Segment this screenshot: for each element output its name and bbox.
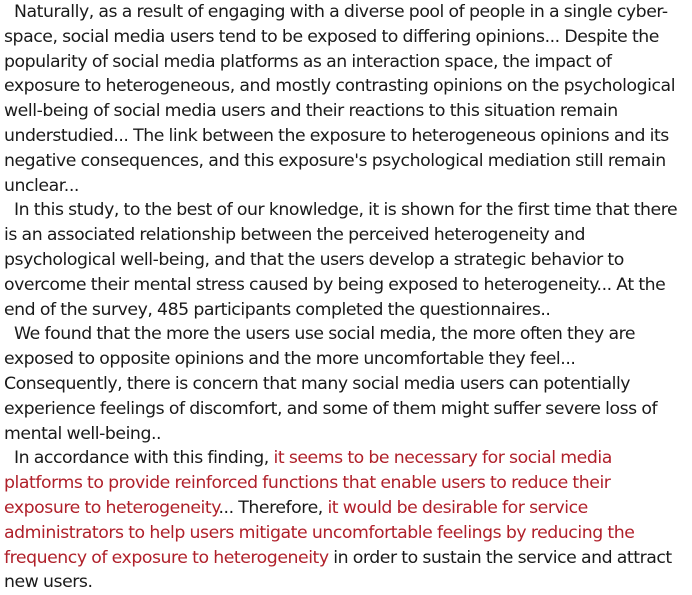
paragraph-4-text-transition: ... Therefore, bbox=[218, 497, 328, 518]
paragraph-1 bbox=[4, 0, 688, 198]
paragraph-4 bbox=[4, 446, 688, 595]
paragraph-3-text: We found that the more the users use social media, the more often they are exposed to opposite opinions and the more uncomfortable they feel... Consequently, there is concern that many social media users can potentially experience feelings of discomfort, and some of them might suffer severe loss of mental well-being.. bbox=[4, 324, 658, 444]
highlighted-finding-1: it seems to be necessary for social media platforms to provide reinforced functions that enable users to reduce their exposure to heterogeneity bbox=[4, 448, 612, 518]
paragraph-2 bbox=[4, 198, 688, 322]
paragraph-4-text-intro: In accordance with this finding, bbox=[14, 448, 274, 469]
paragraph-2-text: In this study, to the best of our knowledge, it is shown for the first time that there is an associated relationship between the perceived heterogeneity and psychological well-being, and that the users develop a strategic behavior to overcome their mental stress caused by being exposed to heterogeneity... At the end of the survey, 485 participants completed the questionnaires.. bbox=[4, 200, 678, 320]
paragraph-3 bbox=[4, 322, 688, 446]
paragraph-1-text: Naturally, as a result of engaging with a diverse pool of people in a single cyber-space, social media users tend to be exposed to differing opinions... Despite the popularity of social media platforms as an interaction space, the impact of exposure to heterogeneous, and mostly contrasting opinions on the psychological well-being of social media users and their reactions to this situation remain understudied... The link between the exposure to heterogeneous opinions and its negative consequences, and this exposure's psychological mediation still remain unclear... bbox=[4, 2, 676, 196]
paragraph-4-text-closing: in order to sustain the service and attract new users. bbox=[4, 547, 672, 593]
highlighted-finding-2: it would be desirable for service administrators to help users mitigate uncomfortable feelings by reducing the frequency of exposure to heterogeneity bbox=[4, 497, 635, 568]
document-body bbox=[4, 0, 688, 595]
